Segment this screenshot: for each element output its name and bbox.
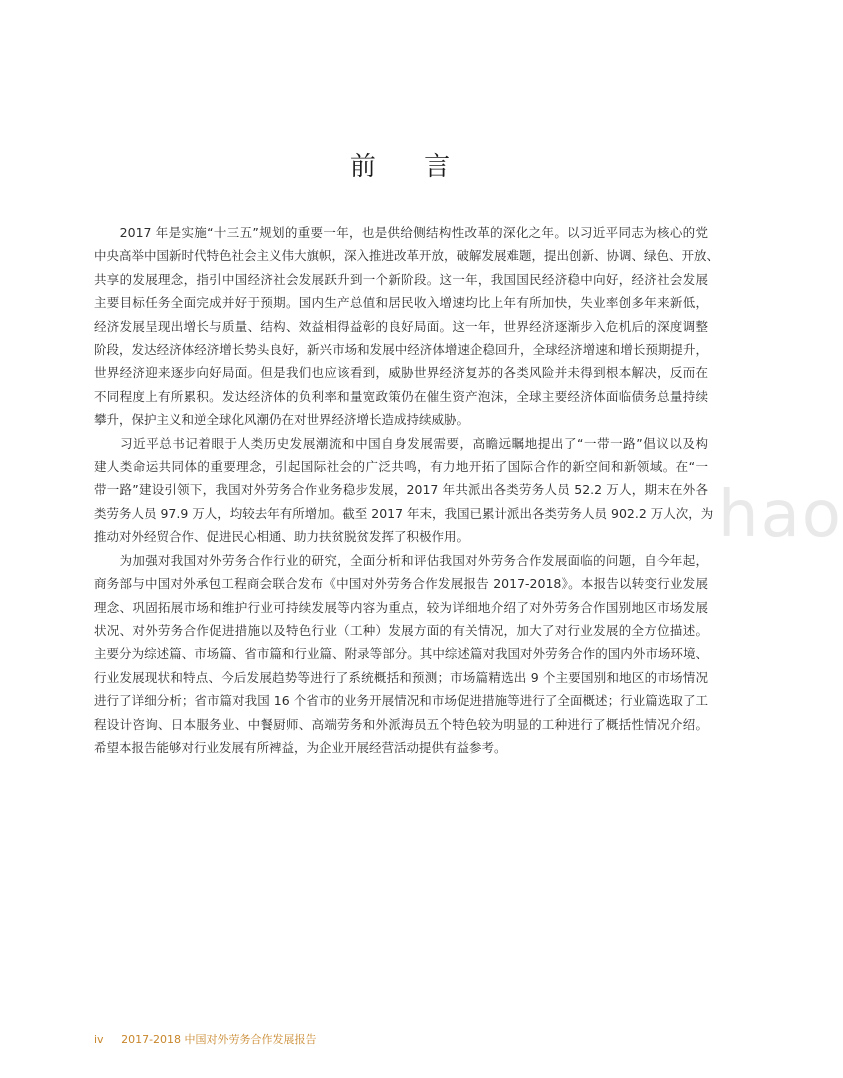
paragraph-line: 2017 年是实施“十三五”规划的重要一年，也是供给侧结构性改革的深化之年。以习近平同志为核心的党: [94, 225, 708, 240]
running-title: 2017-2018 中国对外劳务合作发展报告: [121, 1033, 317, 1046]
page-title: 前 言: [349, 152, 471, 182]
paragraph-line: 世界经济迎来逐步向好局面。但是我们也应该看到，威胁世界经济复苏的各类风险并未得到根本解决，反而在: [94, 365, 708, 381]
paragraph-line: 共享的发展理念，指引中国经济社会发展跃升到一个新阶段。这一年，我国国民经济稳中向好，经济社会发展: [94, 271, 708, 287]
paragraph-line: 程设计咨询、日本服务业、中餐厨师、高端劳务和外派海员五个特色较为明显的工种进行了概括性情况介绍。: [94, 716, 708, 732]
paragraph: [94, 432, 714, 549]
paragraph-line: 进行了详细分析；省市篇对我国 16 个省市的业务开展情况和市场促进措施等进行了全面概述；行业篇选取了工: [94, 693, 708, 709]
paragraph-line: 推动对外经贸合作、促进民心相通、助力扶贫脱贫发挥了积极作用。: [94, 529, 470, 545]
paragraph-line: 经济发展呈现出增长与质量、结构、效益相得益彰的良好局面。这一年，世界经济逐渐步入危机后的深度调整: [94, 318, 708, 334]
paragraph-line: 不同程度上有所累积。发达经济体的负利率和量宽政策仍在催生资产泡沫，全球主要经济体面临债务总量持续: [94, 388, 708, 404]
paragraph-line: 希望本报告能够对行业发展有所裨益，为企业开展经营活动提供有益参考。: [94, 739, 507, 755]
paragraph-line: 理念、巩固拓展市场和维护行业可持续发展等内容为重点，较为详细地介绍了对外劳务合作国别地区市场发展: [94, 599, 708, 615]
paragraph-line: 类劳务人员 97.9 万人，均较去年有所增加。截至 2017 年末，我国已累计派出各类劳务人员 902.2 万人次，为: [94, 505, 714, 521]
paragraph-line: 习近平总书记着眼于人类历史发展潮流和中国自身发展需要，高瞻远瞩地提出了“一带一路”倡议以及构: [94, 435, 708, 451]
paragraph-line: 攀升，保护主义和逆全球化风潮仍在对世界经济增长造成持续威胁。: [94, 412, 470, 428]
paragraph-line: 主要分为综述篇、市场篇、省市篇和行业篇、附录等部分。其中综述篇对我国对外劳务合作的国内外市场环境、: [94, 646, 708, 662]
paragraph: [94, 549, 708, 760]
body-text: [94, 221, 720, 759]
paragraph: [94, 221, 720, 432]
page-number: iv: [94, 1033, 104, 1046]
paragraph-line: 商务部与中国对外承包工程商会联合发布《中国对外劳务合作发展报告 2017-2018》。本报告以转变行业发展: [94, 576, 708, 592]
paragraph-line: 阶段，发达经济体经济增长势头良好，新兴市场和发展中经济体增速企稳回升，全球经济增速和增长预期提升，: [94, 342, 708, 358]
paragraph-line: 带一路”建设引领下，我国对外劳务合作业务稳步发展，2017 年共派出各类劳务人员 52.2 万人，期末在外各: [94, 482, 708, 498]
paragraph-line: 状况、对外劳务合作促进措施以及特色行业（工种）发展方面的有关情况，加大了对行业发展的全方位描述。: [94, 622, 708, 638]
paragraph-line: 中央高举中国新时代特色社会主义伟大旗帜，深入推进改革开放，破解发展难题，提出创新、协调、绿色、开放、: [94, 248, 720, 264]
paragraph-line: 为加强对我国对外劳务合作行业的研究，全面分析和评估我国对外劳务合作发展面临的问题，自今年起，: [94, 552, 708, 568]
watermark: hao: [718, 478, 843, 552]
paragraph-line: 主要目标任务全面完成并好于预期。国内生产总值和居民收入增速均比上年有所加快，失业率创多年来新低，: [94, 295, 708, 311]
paragraph-line: 行业发展现状和特点、今后发展趋势等进行了系统概括和预测；市场篇精选出 9 个主要国别和地区的市场情况: [94, 669, 708, 685]
paragraph-line: 建人类命运共同体的重要理念，引起国际社会的广泛共鸣，有力地开拓了国际合作的新空间和新领域。在“一: [94, 459, 708, 475]
page-footer: [94, 1031, 317, 1047]
